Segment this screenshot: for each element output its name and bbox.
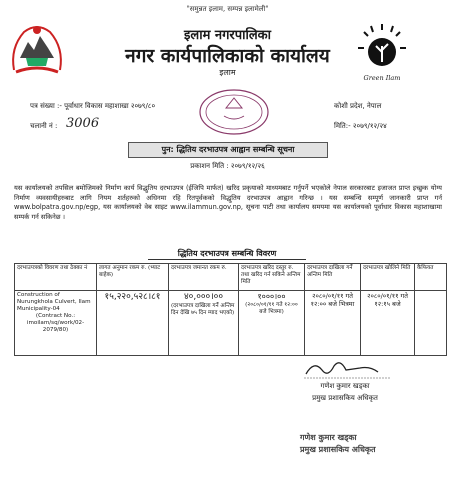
- bid-details-table: [14, 263, 447, 356]
- notice-title: पुन: द्धितिय दरभाउपत्र आह्वान सम्बन्धि सूचना: [128, 142, 328, 158]
- table-title: द्धितिय दरभाउपत्र सम्बन्धि विवरण: [148, 248, 306, 260]
- office-stamp-icon: [198, 88, 270, 136]
- chalani-label: चलानी नं :: [30, 122, 58, 130]
- title-stamp: प्रमुख प्रशासकिय अधिकृत: [300, 444, 376, 454]
- name-stamp: गणेश कुमार खड्का: [300, 432, 357, 442]
- security-amount: ४०,०००।००: [183, 292, 224, 302]
- table-header-row: [15, 264, 447, 291]
- security-note: (दरभाउपत्र दाखिला गर्ने अन्तिम दिन देखि ७५ दिन म्याद भएको): [171, 303, 235, 316]
- cell-submission: २०८०/०१/११ गते १२:०० बजे भित्रमा: [305, 291, 361, 356]
- green-ilam-logo-icon: [352, 20, 412, 76]
- notice-body: यस कार्यालयको तपसिल बमोजिमको निर्माण कार्य विद्धुतिय दरभाउपत्र (ईजिपि मार्फत) खरिद प्रकृयाको माध्यमबाट गर्नुपर्ने भएकोले नेपाल सरकारबाट इजाजत प्राप्त इच्छुक योग्य निर्माण व्यवसायीहरुबाट लागि नियम शर्तहरुको अधिनमा रहि रितपूर्वकको विद्धुतिय दरभाउपत्र आह्वान गरिन्छ । यस सम्बन्धि सम्पूर्ण जानकारी प्राप्त गर्न www.bolpatra.gov.np/egp, यस कार्यालयको वेब साइट www.ilammun.gov.np, सूचना पाटी तथा कार्यालय समयमा यस कार्यालयको पूर्वाधार विकास महाशाखामा सम्पर्क गर्न सकिनेछ ।: [14, 184, 442, 221]
- work-description: Construction of Nurungkhola Culvert, Ilam Municipality-04: [17, 292, 91, 312]
- col-header-opening: दरभाउपत्र खोलिने मिति: [361, 264, 415, 291]
- fee-amount: १०००।००: [257, 292, 286, 301]
- cell-description: [15, 291, 97, 356]
- province-name: कोशी प्रदेश, नेपाल: [334, 102, 382, 110]
- letter-date: मिति:- २०७९/१२/२४: [334, 122, 387, 130]
- cell-estimate: १५,२२०,५२८।८१: [97, 291, 169, 356]
- letter-reference: पत्र संख्या :- पूर्वाधार विकास महाशाखा २०७९/८०: [30, 102, 156, 110]
- office-location: इलाम: [219, 68, 236, 77]
- purchase-deadline: (२०८०/०१/११ गते १२:०० बजे भित्रमा): [245, 302, 298, 315]
- col-header-estimate: लागत अनुमान रकम रु. (भ्याट बाहेक): [97, 264, 169, 291]
- municipality-name: इलाम नगरपालिका: [184, 28, 271, 43]
- cell-remarks: [415, 291, 447, 356]
- cell-fee: [239, 291, 305, 356]
- office-name: नगर कार्यपालिकाको कार्यालय: [125, 45, 330, 67]
- col-header-remarks: कैफियत: [415, 264, 447, 291]
- table-row: [15, 291, 447, 356]
- col-header-fee: दरभाउपत्र खरिद दस्तुर रु. तथा खरिद गर्न सकिने अन्तिम मिति: [239, 264, 305, 291]
- cell-security: [169, 291, 239, 356]
- col-header-submission: दरभाउपत्र दाखिला गर्ने अन्तिम मिति: [305, 264, 361, 291]
- chalani-number: 3006: [66, 116, 100, 131]
- signature-icon: [300, 356, 395, 380]
- published-date: प्रकाशन मिति : २०७९/१२/२६: [190, 162, 265, 170]
- cell-opening: २०८०/०१/११ गते १२:१५ बजे: [361, 291, 415, 356]
- signatory-title: प्रमुख प्रशासकिय अधिकृत: [312, 394, 378, 402]
- contract-number: (Contract No.: imoilam/sq/work/02-2079/80): [26, 313, 85, 333]
- green-ilam-label: Green Ilam: [363, 74, 401, 82]
- motto: "समुन्नत इलाम, सम्पन्न इलामेली": [186, 5, 269, 13]
- col-header-description: दरभाउपत्रको विवरण तथा ठेक्का नं: [15, 264, 97, 291]
- signatory-name: गणेश कुमार खड्का: [320, 382, 370, 390]
- col-header-security: दरभाउपत्र जमानत रकम रु.: [169, 264, 239, 291]
